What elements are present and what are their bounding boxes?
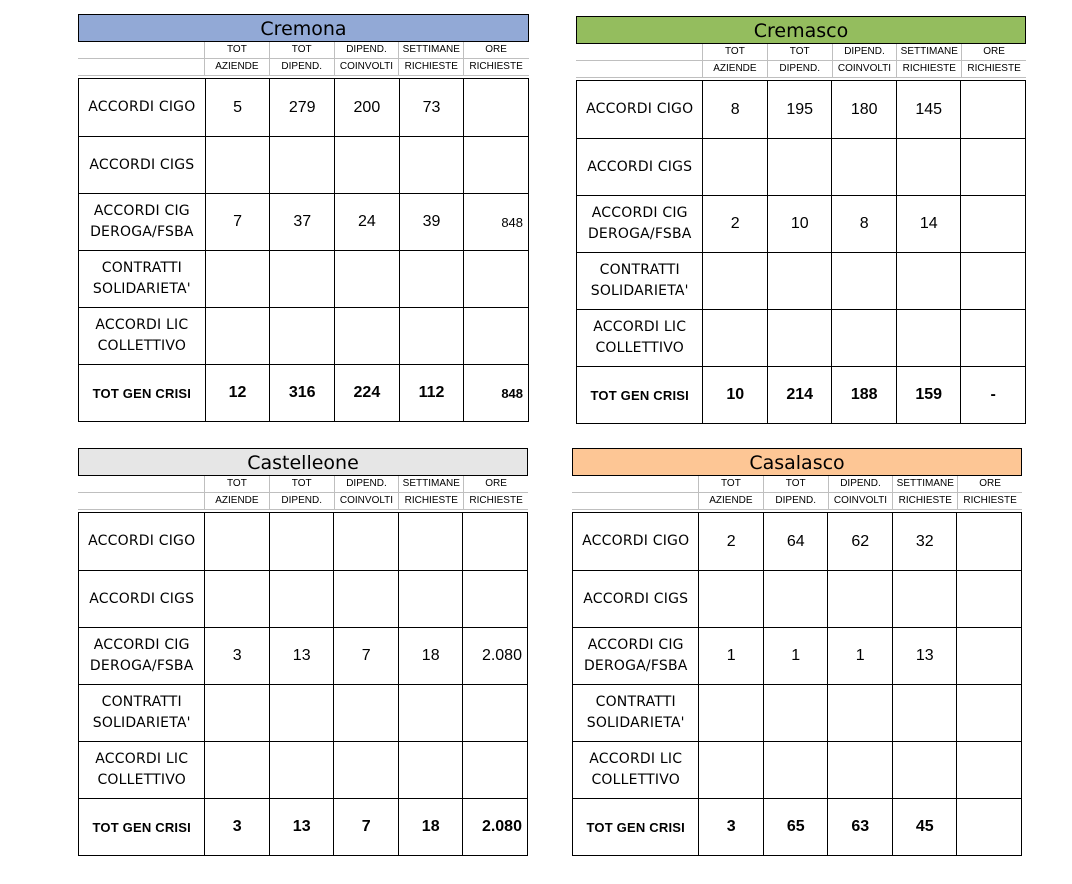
- row-label-text: [93, 692, 191, 734]
- row-label-text: [584, 635, 688, 677]
- row-label: [577, 196, 702, 252]
- table-cell: [333, 742, 398, 798]
- row-label-line: TOT GEN CRISI: [590, 387, 689, 403]
- table-cell: [333, 685, 398, 741]
- row-label-line: ACCORDI CIGS: [89, 156, 195, 173]
- table-cell: 5: [205, 79, 270, 136]
- column-header: RICHIESTE: [398, 59, 463, 75]
- column-header: RICHIESTE: [398, 493, 463, 509]
- table-cell: [269, 685, 334, 741]
- table-cell: [767, 253, 832, 309]
- row-label: [79, 799, 204, 855]
- row-label-line: ACCORDI CIG: [93, 203, 190, 219]
- column-header: DIPEND.: [828, 476, 893, 492]
- row-label-text: [95, 749, 188, 791]
- table-row-lic: [577, 309, 1025, 366]
- table-row-cigs: [573, 570, 1021, 627]
- table-cell: [960, 139, 1025, 195]
- table-cell: [960, 253, 1025, 309]
- row-label-text: [88, 97, 195, 118]
- table-cell: 159: [896, 367, 961, 423]
- table-cell: 1: [827, 628, 892, 684]
- row-label-line: ACCORDI CIGS: [587, 158, 693, 175]
- column-header: RICHIESTE: [896, 61, 961, 77]
- table-cell: 32: [892, 513, 957, 570]
- table-cell: 24: [334, 194, 399, 250]
- table-cell: [334, 308, 399, 364]
- row-label: [577, 139, 702, 195]
- table-cell: [399, 137, 464, 193]
- table-row-total: [573, 798, 1021, 855]
- column-header: ORE: [463, 476, 528, 492]
- column-header: SETTIMANE: [398, 42, 463, 58]
- row-label-line: TOT GEN CRISI: [92, 819, 191, 835]
- column-header: RICHIESTE: [463, 59, 528, 75]
- table-cell: 3: [698, 799, 763, 855]
- row-label-line: COLLETTIVO: [97, 338, 187, 354]
- table-cell: [204, 571, 269, 627]
- table-cell: [896, 310, 961, 366]
- column-header: TOT: [702, 44, 767, 60]
- column-header: TOT: [763, 476, 828, 492]
- table-cell: [334, 251, 399, 307]
- table-cell: [334, 137, 399, 193]
- table-cell: 200: [334, 79, 399, 136]
- table-cell: [269, 137, 334, 193]
- column-header: TOT: [698, 476, 763, 492]
- table-row-solid: [79, 250, 528, 307]
- table-cell: [956, 685, 1021, 741]
- column-header: TOT: [767, 44, 832, 60]
- row-label: [79, 742, 204, 798]
- row-label-text: [588, 203, 692, 245]
- row-label-line: CONTRATTI: [595, 694, 676, 710]
- table-cell: [892, 571, 957, 627]
- table-cell: -: [960, 367, 1025, 423]
- table-cell: [269, 308, 334, 364]
- table-cell: [463, 79, 528, 136]
- header-spacer: [78, 59, 204, 75]
- table-cell: [827, 571, 892, 627]
- table-cell: [462, 513, 527, 570]
- row-label-line: ACCORDI LIC: [95, 751, 189, 767]
- table-cell: [702, 310, 767, 366]
- table-row-cigo: [573, 513, 1021, 570]
- row-label: [79, 251, 205, 307]
- table-row-deroga: [79, 193, 528, 250]
- table-cell: 18: [398, 799, 463, 855]
- castelleone-header-top: [78, 476, 528, 493]
- row-label-line: ACCORDI CIGS: [89, 590, 195, 607]
- table-cell: [698, 685, 763, 741]
- table-cell: [698, 571, 763, 627]
- table-cell: 65: [763, 799, 828, 855]
- table-cell: [399, 308, 464, 364]
- table-cell: [767, 139, 832, 195]
- table-cell: [204, 742, 269, 798]
- table-cell: 848: [463, 194, 528, 250]
- table-cell: 39: [399, 194, 464, 250]
- castelleone-table: [78, 512, 528, 856]
- column-header: COINVOLTI: [832, 61, 897, 77]
- column-header: DIPEND.: [334, 42, 399, 58]
- row-label: [573, 513, 698, 570]
- table-cell: [702, 253, 767, 309]
- cremasco-title: Cremasco: [576, 16, 1026, 44]
- column-header: SETTIMANE: [896, 44, 961, 60]
- table-cell: 7: [333, 628, 398, 684]
- row-label-line: ACCORDI LIC: [593, 319, 687, 335]
- table-cell: [205, 251, 270, 307]
- table-row-total: [577, 366, 1025, 423]
- table-row-cigo: [79, 79, 528, 136]
- row-label-line: COLLETTIVO: [595, 340, 685, 356]
- cremasco-table: [576, 80, 1026, 424]
- table-row-cigo: [79, 513, 527, 570]
- row-label-line: ACCORDI LIC: [95, 317, 189, 333]
- table-row-solid: [79, 684, 527, 741]
- row-label-line: ACCORDI CIG: [587, 637, 684, 653]
- row-label: [577, 310, 702, 366]
- table-cell: 10: [767, 196, 832, 252]
- row-label-line: SOLIDARIETA': [586, 715, 685, 731]
- table-cell: 316: [269, 365, 334, 421]
- table-cell: 279: [269, 79, 334, 136]
- cremasco-header-top: [576, 44, 1026, 61]
- column-header: ORE: [463, 42, 528, 58]
- row-label-line: SOLIDARIETA': [92, 281, 191, 297]
- row-label-text: [89, 589, 194, 610]
- table-cell: 1: [698, 628, 763, 684]
- table-cell: [462, 742, 527, 798]
- row-label-line: ACCORDI CIGO: [88, 99, 196, 115]
- table-cell: 112: [399, 365, 464, 421]
- column-header: SETTIMANE: [398, 476, 463, 492]
- table-cell: [896, 139, 961, 195]
- row-label-text: [593, 317, 686, 359]
- table-cell: [960, 310, 1025, 366]
- table-cell: 848: [463, 365, 528, 421]
- table-cell: [269, 513, 334, 570]
- table-row-deroga: [79, 627, 527, 684]
- table-cell: 62: [827, 513, 892, 570]
- row-label: [577, 367, 702, 423]
- casalasco-table: [572, 512, 1022, 856]
- row-label-line: SOLIDARIETA': [590, 283, 689, 299]
- row-label-line: ACCORDI CIGO: [88, 533, 196, 549]
- row-label-text: [89, 155, 194, 176]
- row-label-line: TOT GEN CRISI: [586, 819, 685, 835]
- row-label-line: COLLETTIVO: [97, 772, 187, 788]
- table-cell: [960, 196, 1025, 252]
- table-cell: [398, 513, 463, 570]
- table-cell: [204, 685, 269, 741]
- column-header: DIPEND.: [269, 493, 334, 509]
- row-label-text: [88, 531, 195, 552]
- row-label-line: ACCORDI CIG: [591, 205, 688, 221]
- row-label-text: [586, 99, 693, 120]
- table-cell: [827, 742, 892, 798]
- row-label: [577, 81, 702, 138]
- row-label: [79, 137, 205, 193]
- row-label-line: DEROGA/FSBA: [89, 658, 194, 674]
- row-label-text: [90, 201, 194, 243]
- table-cell: 2: [698, 513, 763, 570]
- column-header: DIPEND.: [269, 59, 334, 75]
- table-cell: 214: [767, 367, 832, 423]
- table-cell: [956, 571, 1021, 627]
- row-label-line: CONTRATTI: [101, 260, 182, 276]
- table-cell: 7: [333, 799, 398, 855]
- column-header: AZIENDE: [698, 493, 763, 509]
- castelleone-panel: [78, 448, 528, 856]
- header-spacer: [576, 61, 702, 77]
- table-cell: [205, 137, 270, 193]
- cremona-header-bottom: [78, 59, 529, 76]
- casalasco-title: Casalasco: [572, 448, 1022, 476]
- row-label: [573, 685, 698, 741]
- table-row-total: [79, 364, 528, 421]
- table-row-cigs: [79, 136, 528, 193]
- castelleone-header-bottom: [78, 493, 528, 510]
- table-row-total: [79, 798, 527, 855]
- table-cell: [462, 571, 527, 627]
- header-spacer: [78, 493, 204, 509]
- row-label-line: CONTRATTI: [101, 694, 182, 710]
- cremona-table: [78, 78, 529, 422]
- table-cell: [956, 628, 1021, 684]
- column-header: TOT: [269, 42, 334, 58]
- table-cell: [399, 251, 464, 307]
- row-label-text: [582, 531, 689, 552]
- column-header: AZIENDE: [204, 493, 269, 509]
- row-label: [79, 194, 205, 250]
- column-header: TOT: [204, 42, 269, 58]
- column-header: AZIENDE: [204, 59, 269, 75]
- header-spacer: [572, 476, 698, 492]
- table-cell: [892, 742, 957, 798]
- table-cell: [831, 139, 896, 195]
- castelleone-title: Castelleone: [78, 448, 528, 476]
- column-header: DIPEND.: [767, 61, 832, 77]
- row-label-line: TOT GEN CRISI: [92, 385, 192, 401]
- row-label-text: [90, 635, 194, 677]
- table-cell: 8: [831, 196, 896, 252]
- table-cell: 64: [763, 513, 828, 570]
- row-label-line: ACCORDI CIGO: [586, 101, 694, 117]
- table-cell: 12: [205, 365, 270, 421]
- row-label-line: ACCORDI CIG: [93, 637, 190, 653]
- column-header: COINVOLTI: [334, 59, 399, 75]
- table-cell: 195: [767, 81, 832, 138]
- row-label-text: [583, 589, 688, 610]
- table-cell: 224: [334, 365, 399, 421]
- table-cell: 63: [827, 799, 892, 855]
- casalasco-header-top: [572, 476, 1022, 493]
- table-cell: 2.080: [462, 799, 527, 855]
- table-cell: [398, 571, 463, 627]
- column-header: SETTIMANE: [892, 476, 957, 492]
- table-cell: [698, 742, 763, 798]
- row-label: [79, 79, 205, 136]
- table-cell: 8: [702, 81, 767, 138]
- table-cell: 188: [831, 367, 896, 423]
- row-label-text: [93, 383, 191, 404]
- table-row-solid: [573, 684, 1021, 741]
- row-label-line: SOLIDARIETA': [92, 715, 191, 731]
- table-cell: [896, 253, 961, 309]
- row-label-line: COLLETTIVO: [591, 772, 681, 788]
- table-cell: [763, 685, 828, 741]
- table-cell: [960, 81, 1025, 138]
- column-header: DIPEND.: [763, 493, 828, 509]
- casalasco-header-bottom: [572, 493, 1022, 510]
- row-label: [79, 365, 205, 421]
- table-cell: [333, 513, 398, 570]
- table-cell: 37: [269, 194, 334, 250]
- table-row-lic: [79, 741, 527, 798]
- table-cell: [398, 685, 463, 741]
- table-cell: 1: [763, 628, 828, 684]
- table-cell: [462, 685, 527, 741]
- table-cell: [956, 799, 1021, 855]
- table-cell: [767, 310, 832, 366]
- table-cell: 73: [399, 79, 464, 136]
- table-cell: [956, 513, 1021, 570]
- table-cell: [892, 685, 957, 741]
- row-label-text: [587, 157, 692, 178]
- table-cell: [205, 308, 270, 364]
- cremona-panel: [78, 14, 529, 422]
- row-label: [573, 742, 698, 798]
- row-label: [79, 685, 204, 741]
- table-cell: [827, 685, 892, 741]
- header-spacer: [576, 44, 702, 60]
- row-label-text: [93, 258, 191, 300]
- row-label-line: CONTRATTI: [599, 262, 680, 278]
- table-cell: [831, 310, 896, 366]
- header-spacer: [572, 493, 698, 509]
- table-cell: [269, 251, 334, 307]
- cremasco-panel: [576, 16, 1026, 424]
- row-label-text: [591, 385, 689, 406]
- row-label: [79, 628, 204, 684]
- table-cell: 18: [398, 628, 463, 684]
- column-header: TOT: [204, 476, 269, 492]
- row-label-text: [93, 817, 191, 838]
- row-label-text: [589, 749, 682, 791]
- table-cell: [831, 253, 896, 309]
- table-cell: [269, 571, 334, 627]
- cremona-header-top: [78, 42, 529, 59]
- table-cell: [463, 251, 528, 307]
- table-cell: 10: [702, 367, 767, 423]
- column-header: ORE: [961, 44, 1026, 60]
- table-cell: 13: [269, 628, 334, 684]
- column-header: DIPEND.: [832, 44, 897, 60]
- row-label: [577, 253, 702, 309]
- column-header: RICHIESTE: [957, 493, 1022, 509]
- table-cell: 14: [896, 196, 961, 252]
- column-header: COINVOLTI: [334, 493, 399, 509]
- table-row-lic: [573, 741, 1021, 798]
- row-label-line: ACCORDI CIGO: [582, 533, 690, 549]
- table-row-cigs: [79, 570, 527, 627]
- table-cell: 3: [204, 628, 269, 684]
- row-label: [79, 571, 204, 627]
- column-header: TOT: [269, 476, 334, 492]
- row-label: [573, 799, 698, 855]
- row-label-line: DEROGA/FSBA: [587, 226, 692, 242]
- table-row-deroga: [577, 195, 1025, 252]
- table-row-cigs: [577, 138, 1025, 195]
- table-cell: 13: [269, 799, 334, 855]
- row-label-line: ACCORDI LIC: [589, 751, 683, 767]
- cremona-title: Cremona: [78, 14, 529, 42]
- table-row-deroga: [573, 627, 1021, 684]
- row-label-text: [587, 817, 685, 838]
- header-spacer: [78, 476, 204, 492]
- column-header: RICHIESTE: [892, 493, 957, 509]
- table-cell: 145: [896, 81, 961, 138]
- table-row-cigo: [577, 81, 1025, 138]
- table-cell: [702, 139, 767, 195]
- row-label: [79, 513, 204, 570]
- table-cell: [763, 742, 828, 798]
- row-label: [79, 308, 205, 364]
- casalasco-panel: [572, 448, 1022, 856]
- column-header: AZIENDE: [702, 61, 767, 77]
- row-label: [573, 571, 698, 627]
- table-cell: [956, 742, 1021, 798]
- table-cell: [269, 742, 334, 798]
- table-cell: 45: [892, 799, 957, 855]
- table-cell: [333, 571, 398, 627]
- table-cell: 7: [205, 194, 270, 250]
- column-header: RICHIESTE: [961, 61, 1026, 77]
- header-spacer: [78, 42, 204, 58]
- row-label-text: [95, 315, 188, 357]
- table-cell: 3: [204, 799, 269, 855]
- table-cell: 2: [702, 196, 767, 252]
- table-cell: [463, 308, 528, 364]
- row-label-text: [591, 260, 689, 302]
- table-cell: [398, 742, 463, 798]
- row-label-line: DEROGA/FSBA: [583, 658, 688, 674]
- table-cell: [204, 513, 269, 570]
- table-row-lic: [79, 307, 528, 364]
- row-label: [573, 628, 698, 684]
- row-label-line: ACCORDI CIGS: [583, 590, 689, 607]
- column-header: RICHIESTE: [463, 493, 528, 509]
- table-cell: 2.080: [462, 628, 527, 684]
- column-header: DIPEND.: [334, 476, 399, 492]
- table-cell: 13: [892, 628, 957, 684]
- column-header: COINVOLTI: [828, 493, 893, 509]
- table-cell: [763, 571, 828, 627]
- row-label-text: [587, 692, 685, 734]
- cremasco-header-bottom: [576, 61, 1026, 78]
- table-row-solid: [577, 252, 1025, 309]
- column-header: ORE: [957, 476, 1022, 492]
- table-cell: 180: [831, 81, 896, 138]
- table-cell: [463, 137, 528, 193]
- row-label-line: DEROGA/FSBA: [90, 224, 194, 240]
